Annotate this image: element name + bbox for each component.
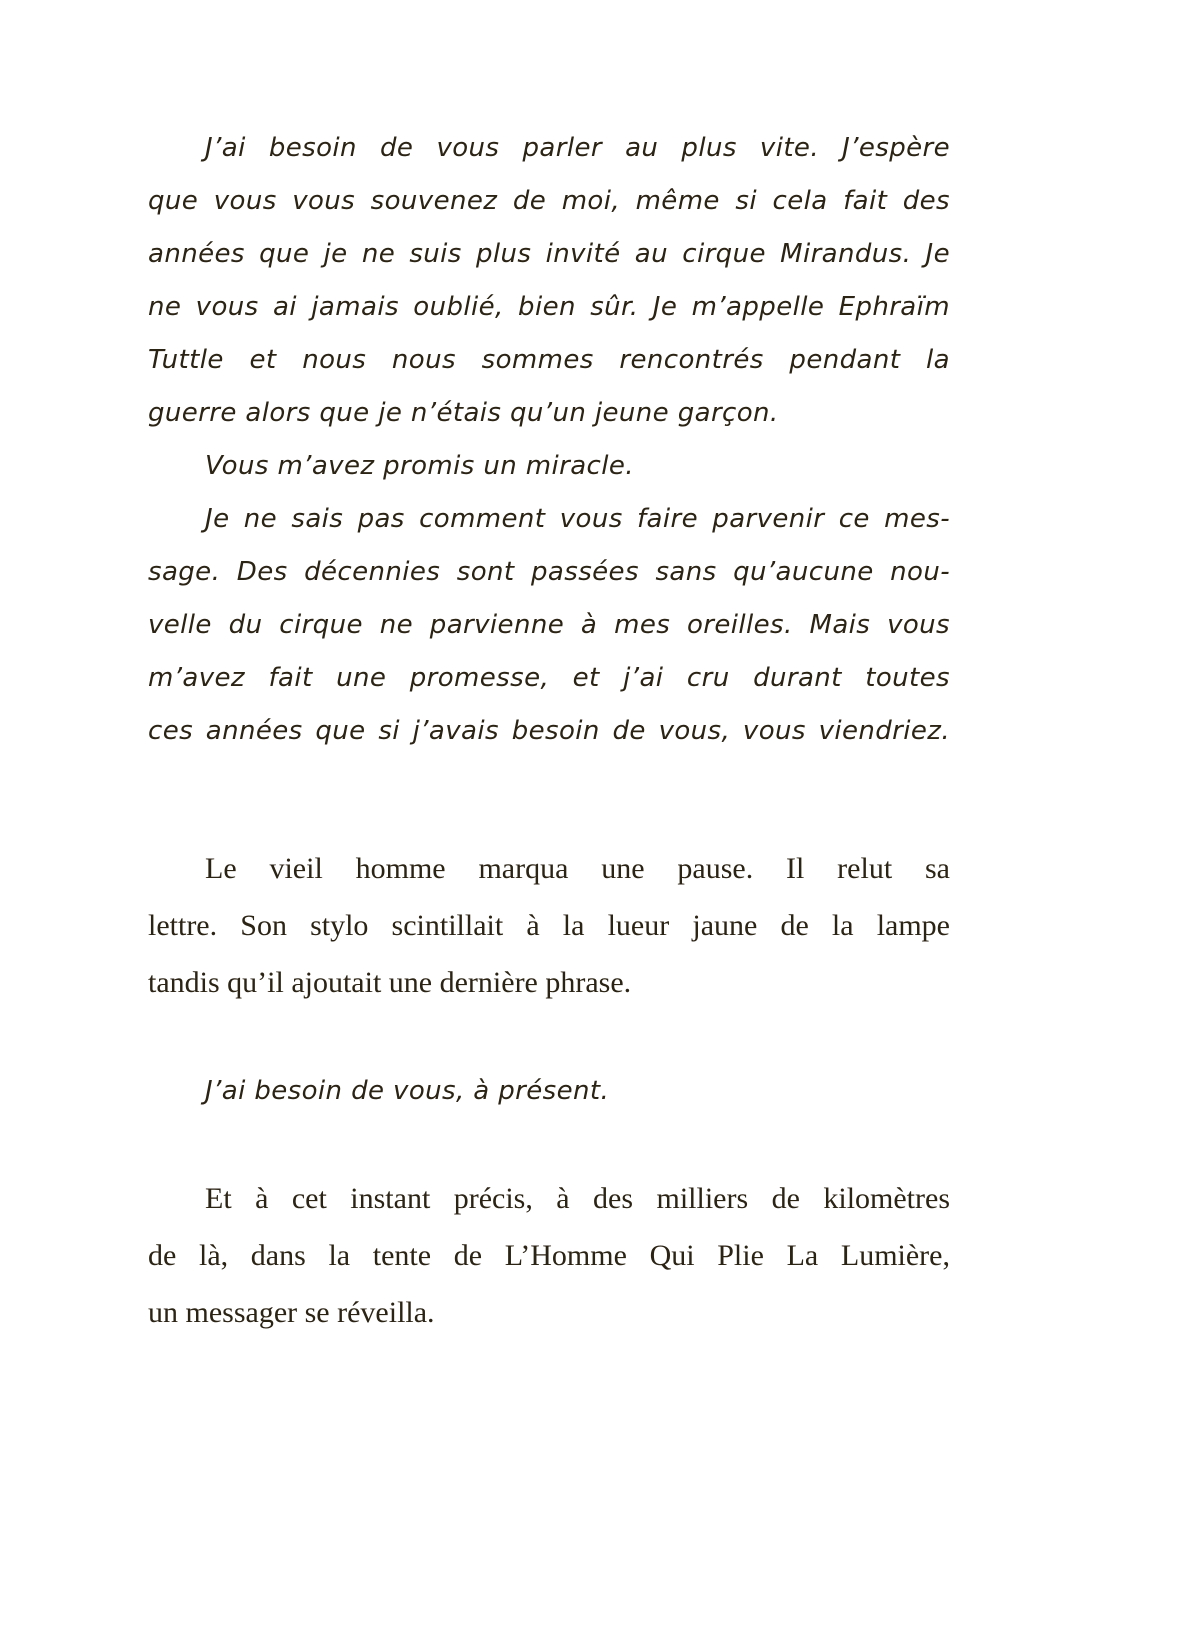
letter-line: Je ne sais pas comment vous faire parvenir ce mes-: [205, 504, 950, 534]
letter-line: que vous vous souvenez de moi, même si cela fait des: [148, 186, 950, 216]
narrative-paragraph-1: [148, 840, 950, 1011]
letter-line: J’ai besoin de vous parler au plus vite. J’espère: [205, 133, 950, 163]
letter-line: ne vous ai jamais oublié, bien sûr. Je m’appelle Ephraïm: [148, 292, 950, 322]
letter-line: ces années que si j’avais besoin de vous, vous viendriez.: [148, 716, 950, 746]
letter-line: Vous m’avez promis un miracle.: [205, 451, 634, 481]
letter-line: sage. Des décennies sont passées sans qu’aucune nou-: [148, 557, 950, 587]
letter-line: velle du cirque ne parvienne à mes oreilles. Mais vous: [148, 610, 950, 640]
letter-postscript-line: J’ai besoin de vous, à présent.: [205, 1076, 610, 1106]
narrative-line: lettre. Son stylo scintillait à la lueur jaune de la lampe: [148, 909, 950, 942]
narrative-line: un messager se réveilla.: [148, 1296, 435, 1329]
letter-excerpt: [148, 122, 950, 758]
narrative-line: Le vieil homme marqua une pause. Il relut sa: [205, 852, 950, 885]
narrative-line: tandis qu’il ajoutait une dernière phrase.: [148, 966, 632, 999]
letter-line: m’avez fait une promesse, et j’ai cru durant toutes: [148, 663, 950, 693]
letter-line: guerre alors que je n’étais qu’un jeune garçon.: [148, 398, 779, 428]
letter-line: années que je ne suis plus invité au cirque Mirandus. Je: [148, 239, 950, 269]
letter-postscript: [148, 1065, 950, 1118]
letter-line: Tuttle et nous nous sommes rencontrés pendant la: [148, 345, 950, 375]
narrative-paragraph-2: [148, 1170, 950, 1341]
narrative-line: de là, dans la tente de L’Homme Qui Plie La Lumière,: [148, 1239, 950, 1272]
narrative-line: Et à cet instant précis, à des milliers de kilomètres: [205, 1182, 950, 1215]
